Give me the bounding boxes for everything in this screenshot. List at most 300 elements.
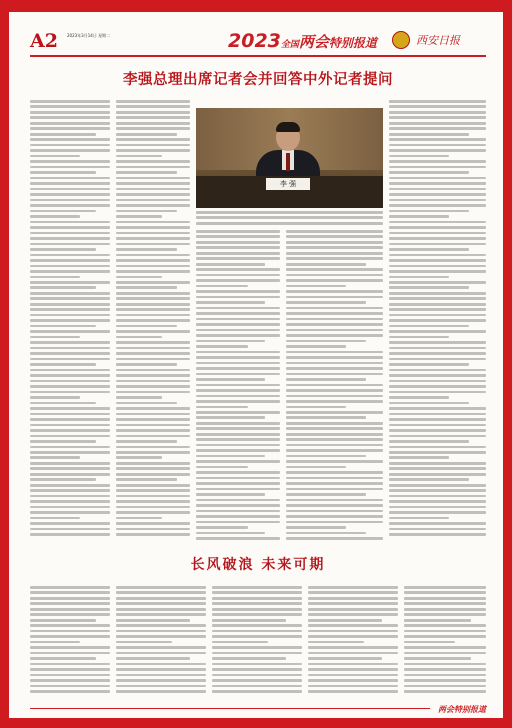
text-line bbox=[308, 652, 398, 655]
text-line bbox=[116, 462, 190, 465]
text-line bbox=[212, 586, 302, 589]
text-line bbox=[286, 504, 383, 507]
right-border bbox=[503, 0, 512, 728]
text-line bbox=[389, 402, 469, 405]
text-line bbox=[116, 385, 190, 388]
text-line bbox=[196, 515, 280, 518]
text-line bbox=[116, 407, 190, 410]
text-line bbox=[389, 297, 486, 300]
text-line bbox=[116, 210, 177, 213]
bottom-border bbox=[0, 718, 512, 728]
text-line bbox=[116, 429, 190, 432]
text-line bbox=[389, 325, 469, 328]
text-line bbox=[116, 467, 190, 470]
text-line bbox=[196, 367, 280, 370]
text-line bbox=[286, 400, 383, 403]
text-line bbox=[389, 111, 486, 114]
text-line bbox=[308, 646, 398, 649]
text-line bbox=[116, 533, 190, 536]
text-line bbox=[30, 533, 110, 536]
text-line bbox=[404, 657, 471, 660]
text-line bbox=[308, 657, 382, 660]
text-line bbox=[286, 488, 383, 491]
text-line bbox=[30, 166, 110, 169]
text-line bbox=[196, 323, 280, 326]
text-line bbox=[286, 356, 383, 359]
text-line bbox=[308, 679, 398, 682]
text-line bbox=[30, 325, 96, 328]
text-line bbox=[116, 303, 190, 306]
text-line bbox=[404, 663, 486, 666]
text-line bbox=[389, 407, 486, 410]
text-line bbox=[30, 352, 110, 355]
text-line bbox=[196, 378, 265, 381]
text-line bbox=[286, 411, 383, 414]
text-line bbox=[286, 444, 383, 447]
text-line bbox=[212, 608, 302, 611]
text-line bbox=[389, 418, 486, 421]
text-line bbox=[116, 451, 190, 454]
text-line bbox=[196, 329, 280, 332]
event-title bbox=[228, 30, 377, 52]
left-border bbox=[0, 0, 9, 728]
text-line bbox=[308, 690, 398, 693]
text-line bbox=[116, 286, 177, 289]
text-line bbox=[308, 630, 398, 633]
text-line bbox=[116, 679, 206, 682]
text-line bbox=[30, 652, 110, 655]
text-line bbox=[389, 319, 486, 322]
article-column-3 bbox=[196, 230, 280, 548]
text-line bbox=[404, 624, 486, 627]
text-line bbox=[286, 526, 346, 529]
text-line bbox=[116, 160, 190, 163]
text-line bbox=[196, 241, 280, 244]
text-line bbox=[30, 418, 110, 421]
text-line bbox=[196, 356, 280, 359]
text-line bbox=[286, 449, 383, 452]
text-line bbox=[30, 451, 110, 454]
text-line bbox=[196, 521, 280, 524]
text-line bbox=[30, 232, 110, 235]
text-line bbox=[286, 395, 383, 398]
text-line bbox=[30, 641, 80, 644]
text-line bbox=[389, 144, 486, 147]
text-line bbox=[389, 237, 486, 240]
text-line bbox=[30, 149, 110, 152]
text-line bbox=[286, 521, 383, 524]
text-line bbox=[116, 396, 162, 399]
text-line bbox=[212, 657, 286, 660]
text-line bbox=[116, 657, 190, 660]
text-line bbox=[212, 630, 302, 633]
text-line bbox=[30, 511, 110, 514]
text-line bbox=[389, 363, 469, 366]
commentary-column-5 bbox=[404, 586, 486, 698]
text-line bbox=[30, 286, 96, 289]
text-line bbox=[286, 257, 383, 260]
text-line bbox=[286, 307, 383, 310]
text-line bbox=[30, 314, 110, 317]
text-line bbox=[308, 597, 398, 600]
text-line bbox=[30, 210, 96, 213]
text-line bbox=[308, 663, 398, 666]
text-line bbox=[30, 237, 110, 240]
text-line bbox=[286, 279, 383, 282]
text-line bbox=[196, 296, 280, 299]
text-line bbox=[30, 226, 110, 229]
text-line bbox=[30, 489, 110, 492]
text-line bbox=[116, 325, 177, 328]
paper-name: 西安日报 bbox=[416, 34, 460, 47]
text-line bbox=[389, 435, 486, 438]
text-line bbox=[389, 413, 486, 416]
text-line bbox=[30, 462, 110, 465]
text-line bbox=[286, 252, 383, 255]
text-line bbox=[389, 303, 486, 306]
text-line bbox=[286, 499, 383, 502]
text-line bbox=[30, 484, 110, 487]
text-line bbox=[116, 105, 190, 108]
text-line bbox=[30, 478, 96, 481]
text-line bbox=[30, 619, 96, 622]
text-line bbox=[389, 286, 469, 289]
text-line bbox=[389, 182, 486, 185]
text-line bbox=[116, 591, 206, 594]
footer-label: 两会特别报道 bbox=[438, 704, 486, 714]
text-line bbox=[308, 668, 398, 671]
text-line bbox=[404, 635, 486, 638]
page-number: A2 bbox=[30, 30, 58, 52]
text-line bbox=[116, 237, 190, 240]
text-line bbox=[30, 308, 110, 311]
text-line bbox=[30, 319, 110, 322]
text-line bbox=[116, 265, 190, 268]
text-line bbox=[404, 586, 486, 589]
text-line bbox=[116, 270, 190, 273]
text-line bbox=[196, 222, 383, 225]
text-line bbox=[404, 591, 486, 594]
text-line bbox=[196, 301, 265, 304]
text-line bbox=[30, 657, 96, 660]
text-line bbox=[308, 641, 364, 644]
text-line bbox=[116, 630, 206, 633]
text-line bbox=[196, 504, 280, 507]
text-line bbox=[196, 235, 280, 238]
text-line bbox=[196, 285, 248, 288]
text-line bbox=[212, 652, 302, 655]
text-line bbox=[389, 511, 486, 514]
text-line bbox=[116, 122, 190, 125]
article-column-4 bbox=[286, 230, 383, 548]
text-line bbox=[196, 449, 280, 452]
text-line bbox=[196, 211, 383, 214]
text-line bbox=[286, 433, 383, 436]
text-line bbox=[30, 292, 110, 295]
text-line bbox=[404, 668, 486, 671]
event-year: 2023 bbox=[228, 30, 281, 52]
text-line bbox=[116, 608, 206, 611]
text-line bbox=[116, 511, 190, 514]
text-line bbox=[389, 369, 486, 372]
text-line bbox=[116, 166, 190, 169]
text-line bbox=[30, 193, 110, 196]
text-line bbox=[404, 646, 486, 649]
text-line bbox=[286, 515, 383, 518]
text-line bbox=[196, 395, 280, 398]
text-line bbox=[389, 440, 469, 443]
text-line bbox=[116, 613, 206, 616]
text-line bbox=[286, 329, 383, 332]
text-line bbox=[116, 254, 190, 257]
text-line bbox=[389, 478, 469, 481]
text-line bbox=[286, 427, 383, 430]
text-line bbox=[286, 246, 383, 249]
text-line bbox=[286, 422, 383, 425]
text-line bbox=[196, 230, 280, 233]
text-line bbox=[196, 318, 280, 321]
text-line bbox=[116, 138, 190, 141]
commentary-column-3 bbox=[212, 586, 302, 698]
text-line bbox=[116, 597, 206, 600]
commentary-title: 长风破浪 未来可期 bbox=[190, 557, 326, 573]
text-line bbox=[30, 528, 110, 531]
photo-nameplate: 李 强 bbox=[266, 178, 310, 190]
text-line bbox=[286, 312, 383, 315]
text-line bbox=[116, 199, 190, 202]
text-line bbox=[196, 334, 280, 337]
text-line bbox=[116, 149, 190, 152]
text-line bbox=[30, 276, 80, 279]
text-line bbox=[30, 177, 110, 180]
text-line bbox=[389, 276, 449, 279]
text-line bbox=[116, 374, 190, 377]
text-line bbox=[30, 270, 110, 273]
text-line bbox=[116, 297, 190, 300]
text-line bbox=[404, 679, 486, 682]
text-line bbox=[389, 308, 486, 311]
text-line bbox=[196, 257, 280, 260]
text-line bbox=[30, 380, 110, 383]
text-line bbox=[389, 199, 486, 202]
text-line bbox=[116, 500, 190, 503]
text-line bbox=[30, 624, 110, 627]
article-column-2 bbox=[116, 100, 190, 548]
text-line bbox=[404, 674, 486, 677]
article-column-1 bbox=[30, 100, 110, 548]
text-line bbox=[116, 424, 190, 427]
text-line bbox=[212, 685, 302, 688]
text-line bbox=[116, 619, 190, 622]
event-tag: 特别报道 bbox=[328, 36, 377, 50]
text-line bbox=[116, 100, 190, 103]
text-line bbox=[196, 373, 280, 376]
text-line bbox=[389, 500, 486, 503]
text-line bbox=[286, 384, 383, 387]
text-line bbox=[286, 362, 383, 365]
text-line bbox=[286, 510, 383, 513]
text-line bbox=[30, 254, 110, 257]
event-name: 两会 bbox=[298, 33, 329, 51]
text-line bbox=[116, 358, 190, 361]
text-line bbox=[116, 495, 190, 498]
text-line bbox=[286, 290, 383, 293]
text-line bbox=[389, 484, 486, 487]
text-line bbox=[116, 668, 206, 671]
text-line bbox=[212, 668, 302, 671]
text-line bbox=[404, 690, 486, 693]
text-line bbox=[286, 537, 383, 540]
text-line bbox=[116, 182, 190, 185]
text-line bbox=[116, 144, 190, 147]
text-line bbox=[308, 608, 398, 611]
text-line bbox=[389, 330, 486, 333]
text-line bbox=[116, 674, 206, 677]
text-line bbox=[389, 391, 486, 394]
text-line bbox=[196, 482, 280, 485]
text-line bbox=[30, 259, 110, 262]
text-line bbox=[212, 597, 302, 600]
text-line bbox=[286, 455, 366, 458]
text-line bbox=[196, 400, 280, 403]
text-line bbox=[30, 385, 110, 388]
text-line bbox=[116, 188, 190, 191]
text-line bbox=[30, 440, 96, 443]
text-line bbox=[286, 285, 346, 288]
headline: 李强总理出席记者会并回答中外记者提问 bbox=[123, 72, 393, 88]
text-line bbox=[389, 232, 486, 235]
text-line bbox=[196, 290, 280, 293]
text-line bbox=[196, 532, 265, 535]
text-line bbox=[196, 351, 280, 354]
text-line bbox=[196, 466, 248, 469]
text-line bbox=[389, 424, 486, 427]
text-line bbox=[30, 690, 110, 693]
text-line bbox=[389, 270, 486, 273]
text-line bbox=[404, 641, 455, 644]
text-line bbox=[30, 188, 110, 191]
text-line bbox=[389, 456, 449, 459]
text-line bbox=[308, 602, 398, 605]
text-line bbox=[116, 314, 190, 317]
text-line bbox=[30, 522, 110, 525]
text-line bbox=[404, 652, 486, 655]
text-line bbox=[389, 314, 486, 317]
text-line bbox=[286, 340, 366, 343]
text-line bbox=[116, 478, 177, 481]
text-line bbox=[389, 133, 469, 136]
text-line bbox=[389, 495, 486, 498]
text-line bbox=[116, 517, 162, 520]
text-line bbox=[286, 274, 383, 277]
text-line bbox=[116, 685, 206, 688]
text-line bbox=[30, 182, 110, 185]
text-line bbox=[30, 396, 80, 399]
text-line bbox=[389, 127, 486, 130]
text-line bbox=[286, 471, 383, 474]
text-line bbox=[196, 526, 248, 529]
national-emblem-icon bbox=[392, 31, 410, 49]
text-line bbox=[116, 446, 190, 449]
text-line bbox=[286, 482, 383, 485]
text-line bbox=[30, 646, 110, 649]
text-line bbox=[196, 406, 248, 409]
text-line bbox=[116, 259, 190, 262]
text-line bbox=[30, 685, 110, 688]
text-line bbox=[389, 155, 449, 158]
text-line bbox=[30, 199, 110, 202]
text-line bbox=[30, 303, 110, 306]
text-line bbox=[196, 389, 280, 392]
text-line bbox=[196, 216, 383, 219]
text-line bbox=[30, 160, 110, 163]
text-line bbox=[286, 351, 383, 354]
text-line bbox=[286, 493, 366, 496]
text-line bbox=[286, 466, 346, 469]
text-line bbox=[116, 484, 190, 487]
text-line bbox=[286, 230, 383, 233]
text-line bbox=[30, 341, 110, 344]
text-line bbox=[116, 155, 162, 158]
text-line bbox=[30, 100, 110, 103]
text-line bbox=[116, 473, 190, 476]
text-line bbox=[116, 336, 162, 339]
text-line bbox=[30, 597, 110, 600]
date-block: 2023年3月14日 星期二 bbox=[67, 33, 111, 38]
text-line bbox=[116, 204, 190, 207]
text-line bbox=[286, 460, 383, 463]
text-line bbox=[196, 263, 265, 266]
text-line bbox=[116, 506, 190, 509]
text-line bbox=[116, 243, 190, 246]
text-line bbox=[116, 127, 190, 130]
text-line bbox=[212, 635, 302, 638]
text-line bbox=[389, 177, 486, 180]
text-line bbox=[389, 188, 486, 191]
text-line bbox=[30, 347, 110, 350]
text-line bbox=[30, 586, 110, 589]
text-line bbox=[389, 517, 449, 520]
text-line bbox=[286, 323, 383, 326]
text-line bbox=[30, 144, 110, 147]
text-line bbox=[196, 340, 265, 343]
text-line bbox=[404, 602, 486, 605]
text-line bbox=[116, 418, 190, 421]
text-line bbox=[196, 438, 280, 441]
text-line bbox=[308, 685, 398, 688]
text-line bbox=[389, 467, 486, 470]
text-line bbox=[389, 265, 486, 268]
text-line bbox=[196, 537, 280, 540]
text-line bbox=[116, 380, 190, 383]
text-line bbox=[286, 416, 366, 419]
text-line bbox=[116, 652, 206, 655]
text-line bbox=[30, 138, 110, 141]
text-line bbox=[30, 506, 110, 509]
text-line bbox=[30, 591, 110, 594]
text-line bbox=[286, 318, 383, 321]
text-line bbox=[196, 422, 280, 425]
text-line bbox=[196, 444, 280, 447]
text-line bbox=[116, 177, 190, 180]
text-line bbox=[286, 263, 366, 266]
text-line bbox=[116, 330, 190, 333]
text-line bbox=[116, 352, 190, 355]
text-line bbox=[389, 533, 486, 536]
text-line bbox=[30, 613, 110, 616]
text-line bbox=[30, 358, 110, 361]
text-line bbox=[286, 438, 383, 441]
